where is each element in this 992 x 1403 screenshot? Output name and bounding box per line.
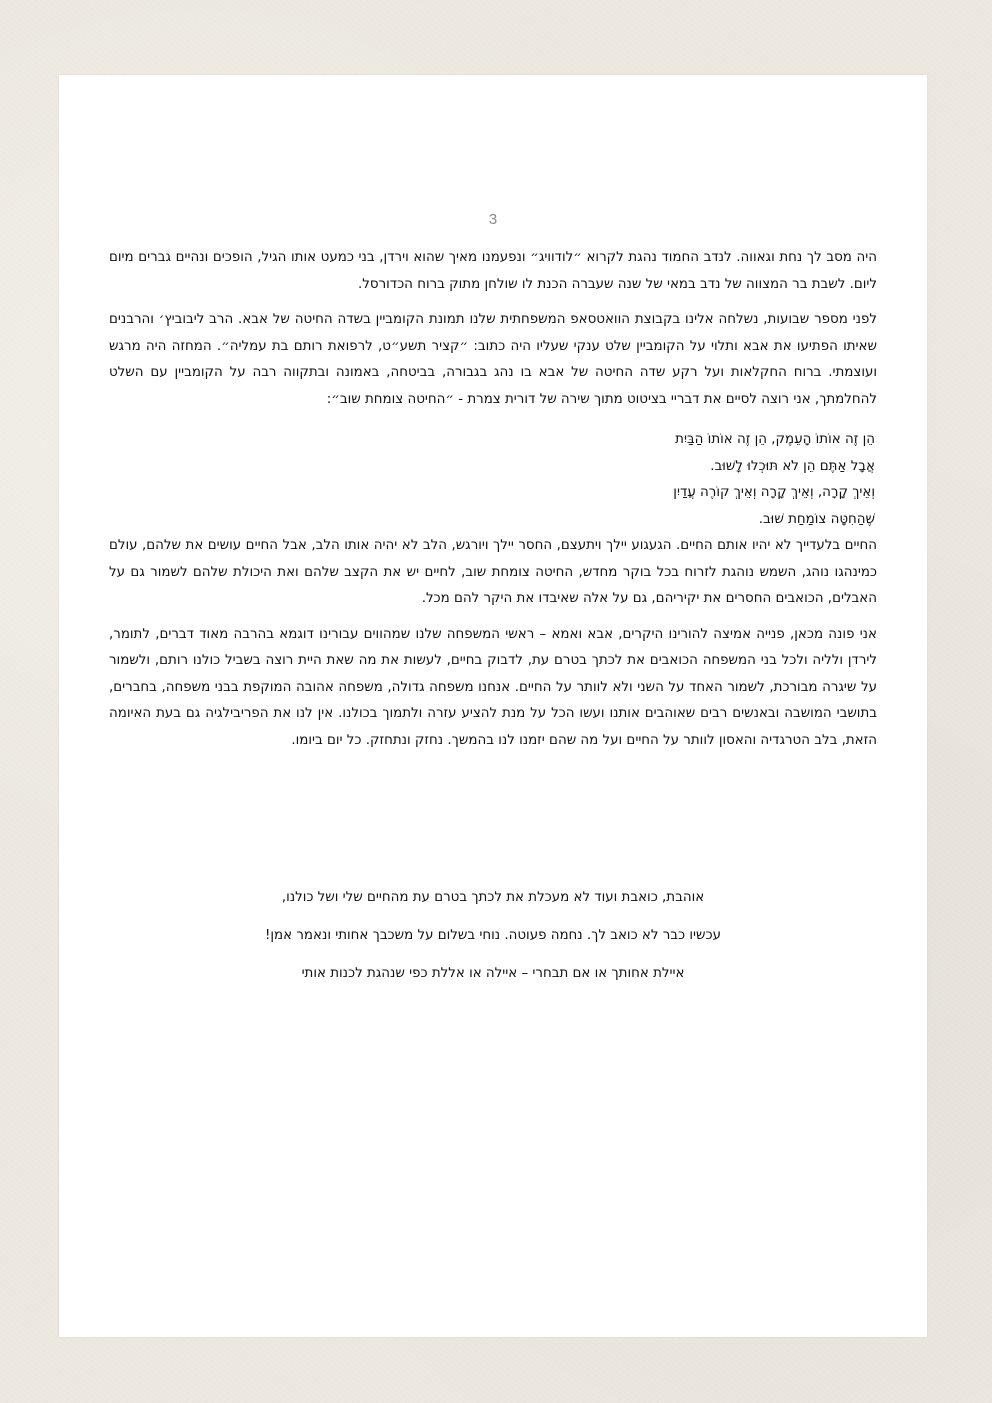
- signoff-line: אוהבת, כואבת ועוד לא מעכלת את לכתך בטרם עת מהחיים שלי ושל כולנו,: [281, 890, 705, 905]
- page-number: 3: [488, 211, 498, 228]
- poem-line: שֶׁהַחִטָּה צוֹמַחַת שׁוּב.: [758, 511, 875, 527]
- paragraph: לפני מספר שבועות, נשלחה אלינו בקבוצת הוואטסאפ המשפחתית שלנו תמונת הקומביין בשדה החיטה של אבא. הרב ליבוביץ׳ והרבנים שאיתו הפתיעו את אבא ותלוי על הקומביין שלט ענקי שעליו היה כתוב: ״קציר תשע״ט, לרפואת רותם בת עמליה״. המחזה היה מרגש ועוצמתי. ברוח החקלאות ועל רקע שדה החיטה של אבא בו נהג בגבורה, בביטחה, באמונה ובתקווה רבה על הקומביין עם השלט להחלמתך, אני רוצה לסיים את דבריי בציטוט מתוך שירה של דורית צמרת - ״החיטה צומחת שוב״:: [109, 312, 877, 407]
- paragraph: היה מסב לך נחת וגאווה. לנדב החמוד נהגת לקרוא ״לודוויג״ ונפעמנו מאיך שהוא וירדן, בני כמעט אותו הגיל, הופכים ונהיים גברים מיום ליום. לשבת בר המצווה של נדב במאי של שנה שעברה הכנת לו שולחן מתוק ברוח הכדורסל.: [109, 250, 877, 292]
- document-page: [59, 75, 927, 1337]
- paragraph: אני פונה מכאן, פנייה אמיצה להורינו היקרים, אבא ואמא – ראשי המשפחה שלנו שמהווים עבורינו דוגמא בהרבה מאוד דברים, לתומר, לירדן ולליה ולכל בני המשפחה הכואבים את לכתך בטרם עת, לדבוק בחיים, לעשות את מה שאת היית רוצה בשביל כולנו רותם, ולשמור על שיגרה מבורכת, לשמור האחד על השני ולא לוותר על החיים. אנחנו משפחה גדולה, משפחה אהובה המוקפת בבני משפחה, בחברים, בתושבי המושבה ובאנשים רבים שאוהבים אותנו ועשו הכל על מנת להציע עזרה ולתמוך בכולנו. אין לנו את הפריבילגיה גם בעת האיומה הזאת, בלב הטרגדיה והאסון לוותר על החיים ועל מה שהם יזמנו לנו בהמשך. נחזק ונתחזק. כל יום ביומו.: [109, 626, 877, 748]
- poem-line: אֲבָל אַתֶּם הֵן לֹא תּוּכְלוּ לָשׁוּב.: [710, 458, 875, 474]
- signoff-line: איילת אחותך או אם תבחרי – איילה או אללת כפי שנהגת לכנות אותי: [301, 966, 685, 981]
- paragraph: החיים בלעדייך לא יהיו אותם החיים. הגעגוע יילך ויתעצם, החסר יילך ויורגש, הלב לא יהיה אותו הלב, אבל החיים עושים את שלהם, עולם כמינהגו נוהג, השמש נוהגת לזרוח בכל בוקר מחדש, החיטה צומחת שוב, לחיים יש את הקצב שלהם ואת היכולת שלהם לשמור גם על האבלים, הכואבים החסרים את יקיריהם, גם על אלה שאיבדו את היקר להם מכל.: [109, 538, 877, 606]
- letter-body: [109, 245, 877, 763]
- poem-line: הֵן זֶה אוֹתוֹ הָעֵמֶק, הֵן זֶה אוֹתוֹ הַבַּיִת: [675, 432, 875, 447]
- poem-line: וְאֵיךְ קָרָה, וְאֵיךְ קָרָה וְאֵיךְ קוֹרֶה עֲדַיִן: [673, 485, 875, 500]
- signoff-line: עכשיו כבר לא כואב לך. נחמה פעוטה. נוחי בשלום על משכבך אחותי ונאמר אמן!: [265, 928, 721, 943]
- signoff: [59, 885, 927, 999]
- poem-quote: [109, 427, 877, 533]
